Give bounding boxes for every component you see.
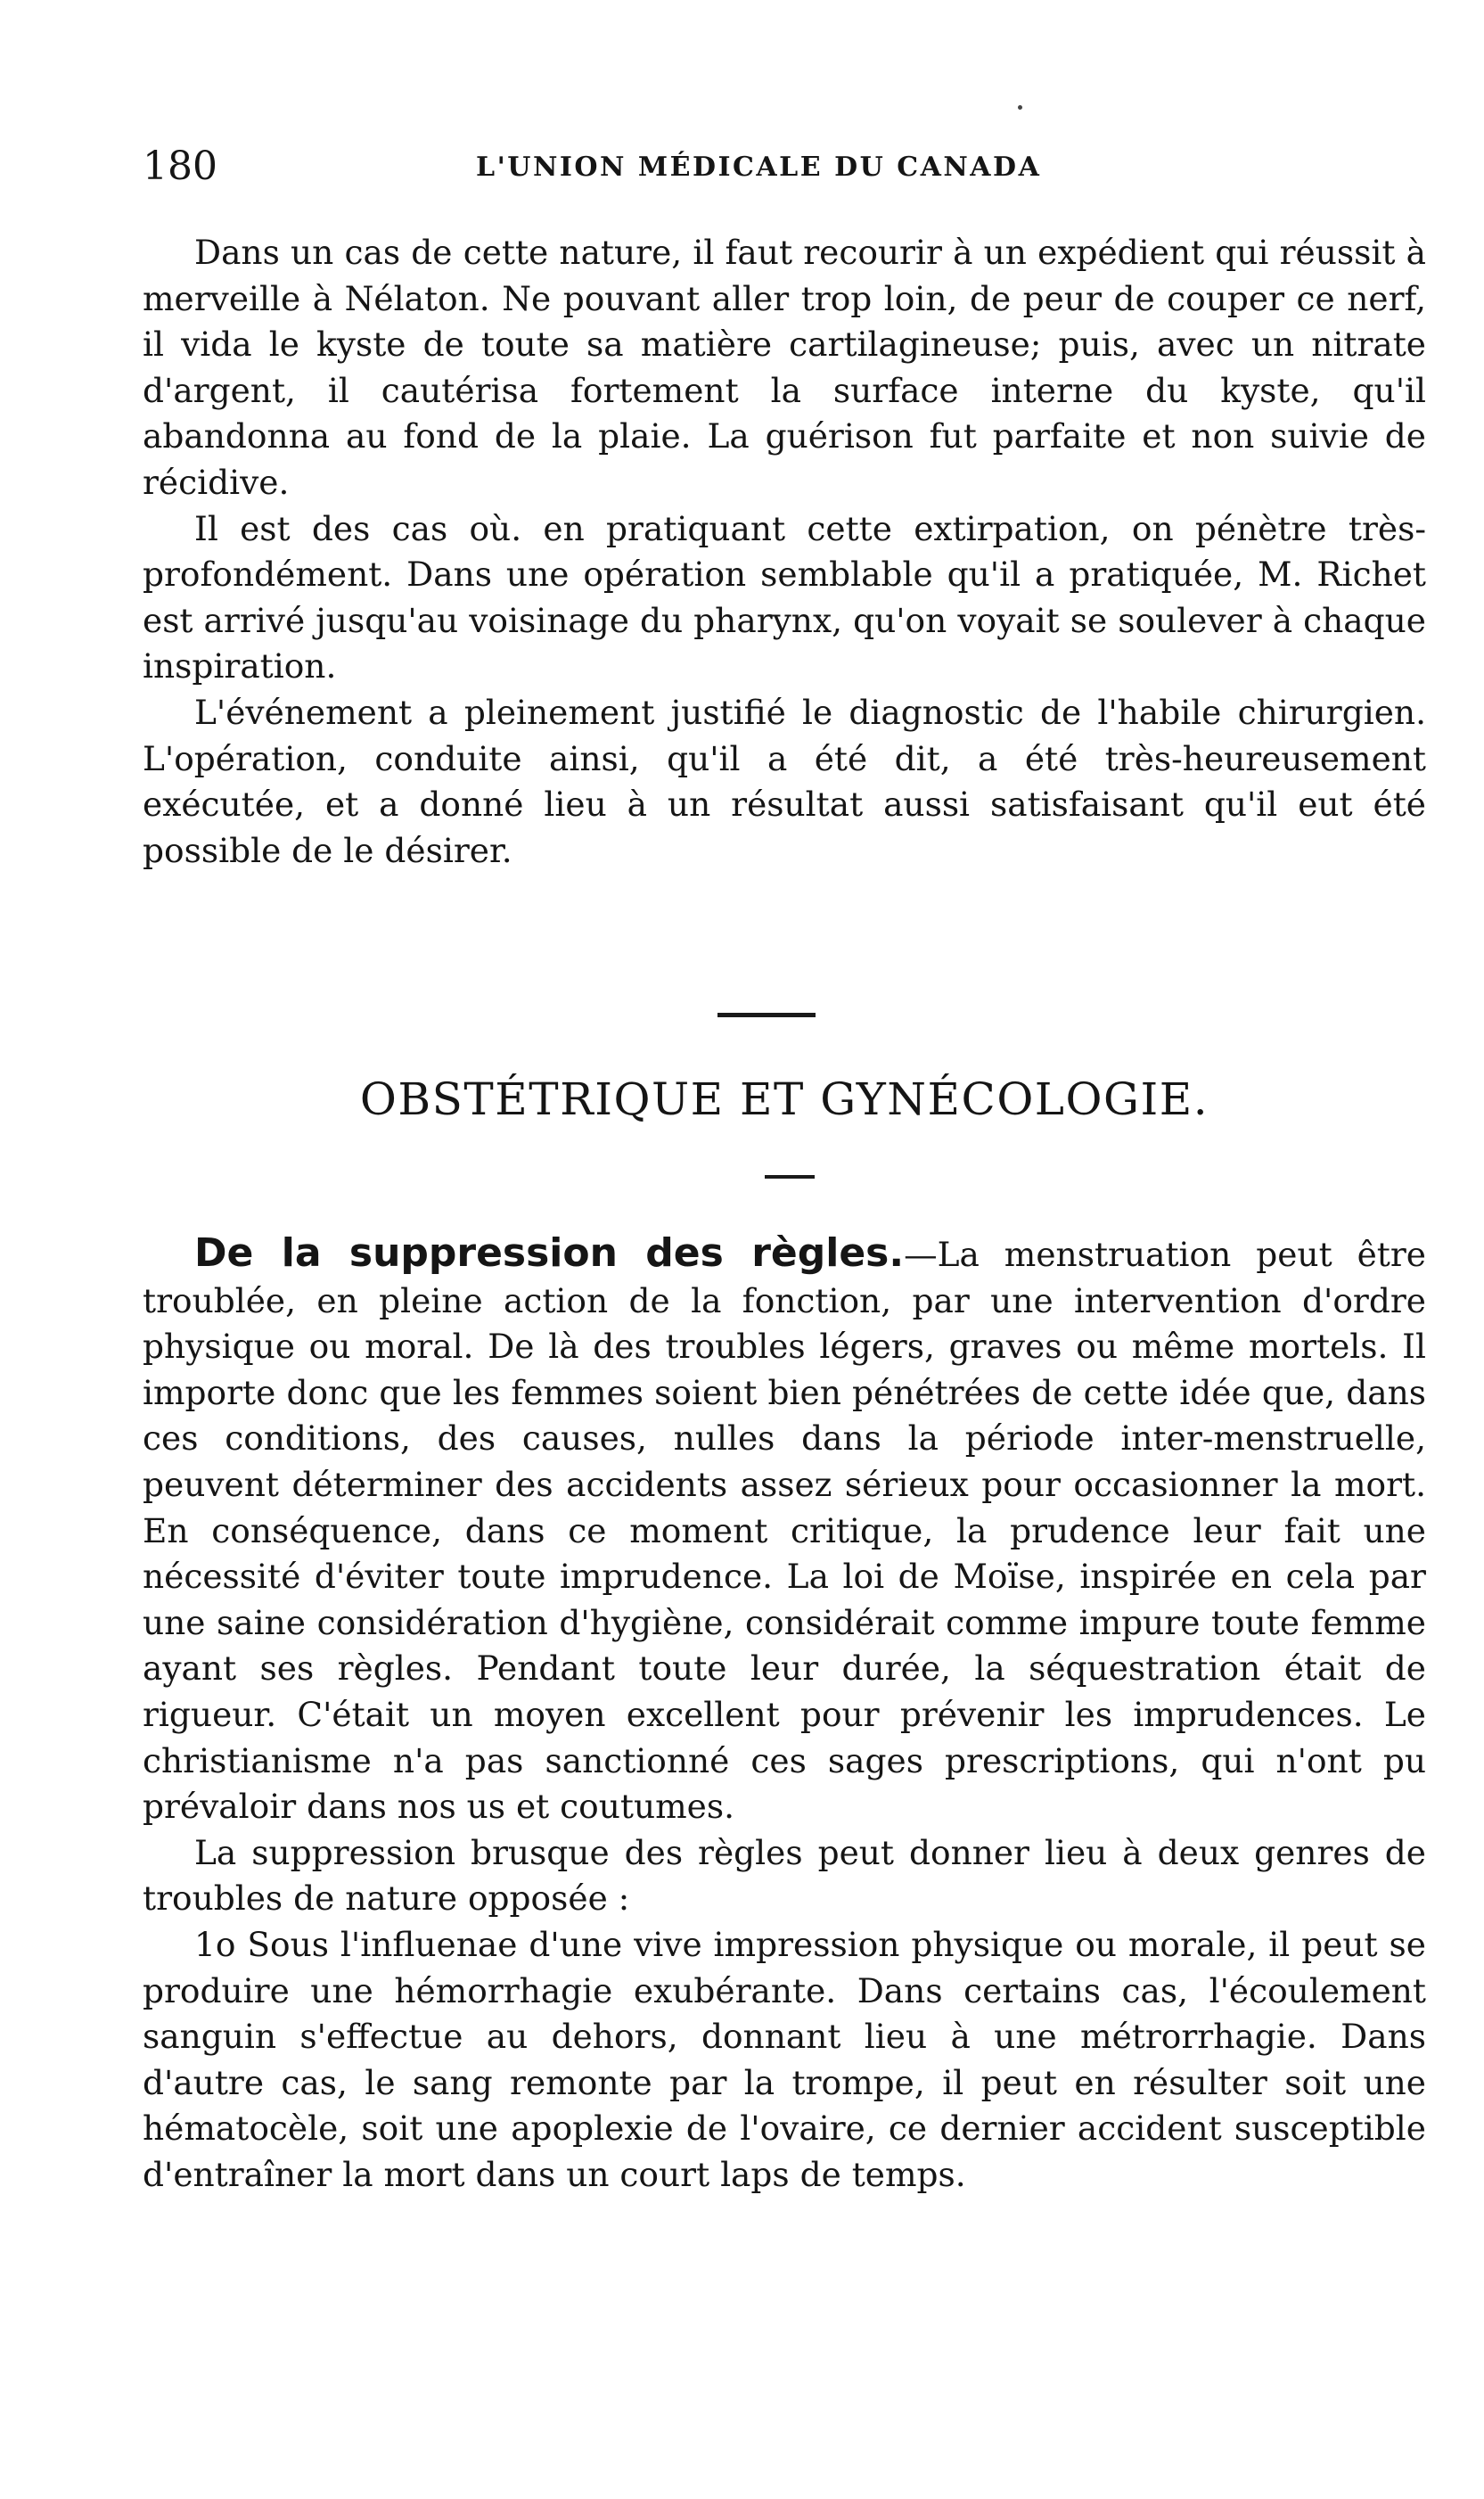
paragraph-richet-case: Il est des cas où. en pratiquant cette extirpation, on pénètre très-profondément. Dans une opération semblable qu'il a pratiquée, M. Richet est arrivé jusqu'au voisinage du pharynx, qu'on voyait se soulever à chaque inspiration.	[143, 508, 1426, 686]
running-head	[143, 144, 1426, 189]
article-lead-paragraph	[143, 1230, 1426, 1830]
page-number: 180	[143, 144, 217, 189]
journal-title: L'UNION MÉDICALE DU CANADA	[476, 152, 1042, 183]
paragraph-conclusion: L'événement a pleinement justifié le diagnostic de l'habile chirurgien. L'opération, conduite ainsi, qu'il a été dit, a été très-heureusement exécutée, et a donné lieu à un résultat aussi satisfaisant qu'il eut été possible de le désirer.	[143, 692, 1426, 870]
paragraph-hemorrhage: 1o Sous l'influenae d'une vive impression physique ou morale, il peut se produire une hémorrhagie exubérante. Dans certains cas, l'écoulement sanguin s'effectue au dehors, donnant lieu à une métrorrhagie. Dans d'autre cas, le sang remonte par la trompe, il peut en résulter soit une hématocèle, soit une apoplexie de l'ovaire, ce dernier accident susceptible d'entraîner la mort dans un court laps de temps.	[143, 1924, 1426, 2194]
paragraph-nelaton-case: Dans un cas de cette nature, il faut recourir à un expédient qui réussit à merveille à Nélaton. Ne pouvant aller trop loin, de peur de couper ce nerf, il vida le kyste de toute sa matière cartilagineuse; puis, avec un nitrate d'argent, il cautérisa fortement la surface interne du kyste, qu'il abandonna au fond de la plaie. La guérison fut parfaite et non suivie de récidive.	[143, 233, 1426, 502]
closing-text-block	[143, 230, 1426, 874]
section-heading: OBSTÉTRIQUE ET GYNÉCOLOGIE.	[359, 1073, 1209, 1125]
article-body	[143, 1230, 1426, 2198]
paragraph-two-kinds: La suppression brusque des règles peut donner lieu à deux genres de troubles de nature opposée :	[143, 1832, 1426, 1919]
section-divider-rule	[717, 1013, 816, 1017]
heading-underline-rule	[765, 1175, 815, 1179]
ink-speck	[1018, 105, 1022, 110]
article-lead-text: —La menstruation peut être troublée, en pleine action de la fonction, par une intervention d'ordre physique ou moral. De là des troubles légers, graves ou même mortels. Il importe donc que les femmes soient bien pénétrées de cette idée que, dans ces conditions, des causes, nulles dans la période inter-menstruelle, peuvent déterminer des accidents assez sérieux pour occasionner la mort. En conséquence, dans ce moment critique, la prudence leur fait une nécessité d'éviter toute imprudence. La loi de Moïse, inspirée en cela par une saine considération d'hygiène, considérait comme impure toute femme ayant ses règles. Pendant toute leur durée, la séquestration était de rigueur. C'était un moyen excellent pour prévenir les imprudences. Le christianisme n'a pas sanctionné ces sages prescriptions, qui n'ont pu prévaloir dans nos us et coutumes.	[143, 1235, 1426, 1827]
article-title: De la suppression des règles.	[194, 1230, 905, 1276]
